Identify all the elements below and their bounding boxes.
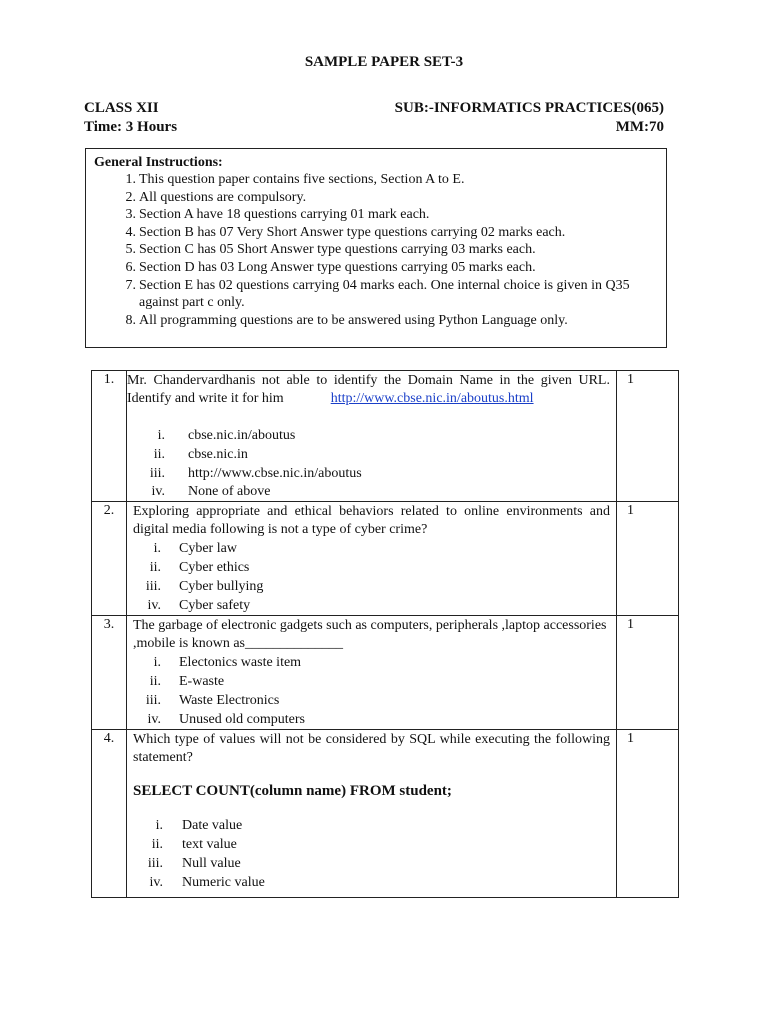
questions-table (91, 370, 679, 898)
question-text: Which type of values will not be considered by SQL while executing the following statement? (133, 732, 610, 765)
option-item (133, 558, 610, 577)
option-number: iii. (149, 466, 165, 481)
question-cell (127, 730, 617, 898)
instruction-text: Section C has 05 Short Answer type questions carrying 03 marks each. (139, 242, 536, 258)
option-number: ii. (149, 674, 161, 689)
question-row (92, 616, 679, 730)
option-item (133, 816, 610, 835)
instruction-text: Section B has 07 Very Short Answer type questions carrying 02 marks each. (139, 224, 566, 240)
instruction-text: This question paper contains five sections, Section A to E. (139, 172, 465, 187)
option-text: text value (182, 837, 237, 852)
option-number: ii. (151, 837, 163, 852)
option-number: ii. (149, 560, 161, 575)
question-marks: 1 (617, 371, 679, 502)
question-row (92, 371, 679, 502)
question-cell (127, 502, 617, 616)
option-text: Numeric value (182, 875, 265, 890)
class-label: CLASS XII (84, 100, 159, 116)
option-item (133, 483, 610, 501)
instructions-heading: General Instructions: (94, 155, 223, 170)
instruction-item (86, 206, 666, 224)
instruction-item (86, 241, 666, 259)
option-text: E-waste (179, 674, 225, 689)
instruction-item (86, 277, 666, 312)
options-list (133, 539, 610, 615)
option-number: iv. (147, 712, 161, 727)
instruction-item (86, 224, 666, 242)
instruction-number: 7. (125, 277, 136, 293)
option-item (133, 596, 610, 615)
max-marks-label: MM:70 (615, 119, 664, 135)
option-text: cbse.nic.in/aboutus (188, 428, 296, 443)
instruction-number: 2. (125, 189, 136, 205)
instruction-number: 5. (125, 242, 136, 258)
option-number: i. (157, 428, 165, 443)
instructions-list (86, 171, 666, 329)
question-cell (127, 616, 617, 730)
question-text (127, 372, 610, 408)
url-link[interactable]: http://www.cbse.nic.in/aboutus.html (330, 391, 534, 406)
sql-statement: SELECT COUNT(column name) FROM student; (133, 783, 452, 799)
option-item (133, 653, 610, 672)
option-text: http://www.cbse.nic.in/aboutus (188, 466, 362, 481)
question-number: 4. (92, 730, 127, 898)
question-number: 1. (92, 371, 127, 502)
instruction-number: 1. (125, 172, 136, 187)
instruction-number: 8. (125, 312, 136, 328)
option-item (133, 873, 610, 892)
instruction-item (86, 171, 666, 189)
option-number: iii. (147, 856, 163, 871)
option-item (133, 577, 610, 596)
question-cell (127, 371, 617, 502)
instruction-number: 4. (125, 224, 136, 240)
instruction-text: All questions are compulsory. (139, 189, 307, 205)
instruction-number: 6. (125, 259, 136, 275)
option-text: Cyber safety (179, 598, 251, 613)
option-item (133, 445, 610, 464)
option-text: Date value (182, 818, 243, 833)
option-text: Unused old computers (179, 712, 305, 727)
option-item (133, 710, 610, 729)
question-number: 2. (92, 502, 127, 616)
option-number: i. (153, 655, 161, 670)
question-row (92, 730, 679, 898)
question-marks: 1 (617, 616, 679, 730)
option-text: Null value (182, 856, 241, 871)
option-number: iv. (151, 484, 165, 499)
options-list (133, 653, 610, 729)
option-number: iv. (147, 598, 161, 613)
question-row (92, 502, 679, 616)
option-number: iii. (145, 579, 161, 594)
option-item (133, 539, 610, 558)
options-list (133, 426, 610, 501)
instruction-item (86, 259, 666, 277)
instruction-item (86, 189, 666, 207)
question-text: Exploring appropriate and ethical behaviors related to online environments and digital media following is not a type of cyber crime? (133, 504, 610, 537)
option-item (133, 854, 610, 873)
option-item (133, 672, 610, 691)
option-item (133, 835, 610, 854)
option-text: Cyber ethics (179, 560, 250, 575)
option-number: iv. (149, 875, 163, 890)
option-text: None of above (188, 484, 271, 499)
paper-title: SAMPLE PAPER SET-3 (304, 54, 464, 70)
instruction-item (86, 312, 666, 330)
instruction-text: All programming questions are to be answered using Python Language only. (139, 312, 568, 328)
instruction-number: 3. (125, 207, 136, 223)
question-number: 3. (92, 616, 127, 730)
option-item (133, 426, 610, 445)
instruction-text: Section D has 03 Long Answer type questions carrying 05 marks each. (139, 259, 536, 275)
option-number: i. (155, 818, 163, 833)
option-item (133, 691, 610, 710)
option-text: Electonics waste item (179, 655, 302, 670)
question-marks: 1 (617, 730, 679, 898)
option-text: Cyber bullying (179, 579, 264, 594)
question-prompt: Mr. Chandervardhanis not able to identify the Domain Name in the given URL. Identify and write it for him (127, 373, 610, 406)
option-number: iii. (145, 693, 161, 708)
option-text: Cyber law (179, 541, 237, 556)
question-marks: 1 (617, 502, 679, 616)
option-number: ii. (153, 447, 165, 462)
time-label: Time: 3 Hours (84, 119, 178, 135)
option-item (133, 464, 610, 483)
options-list (133, 816, 610, 892)
option-number: i. (153, 541, 161, 556)
option-text: cbse.nic.in (188, 447, 248, 462)
option-text: Waste Electronics (179, 693, 280, 708)
subject-label: SUB:-INFORMATICS PRACTICES(065) (394, 100, 664, 116)
instruction-text: Section E has 02 questions carrying 04 marks each. One internal choice is given in Q35 against part c only. (139, 277, 630, 311)
question-text: The garbage of electronic gadgets such as computers, peripherals ,laptop accessories ,mobile is known as______________ (133, 618, 607, 651)
general-instructions-box (85, 148, 667, 348)
instruction-text: Section A have 18 questions carrying 01 mark each. (139, 207, 430, 223)
